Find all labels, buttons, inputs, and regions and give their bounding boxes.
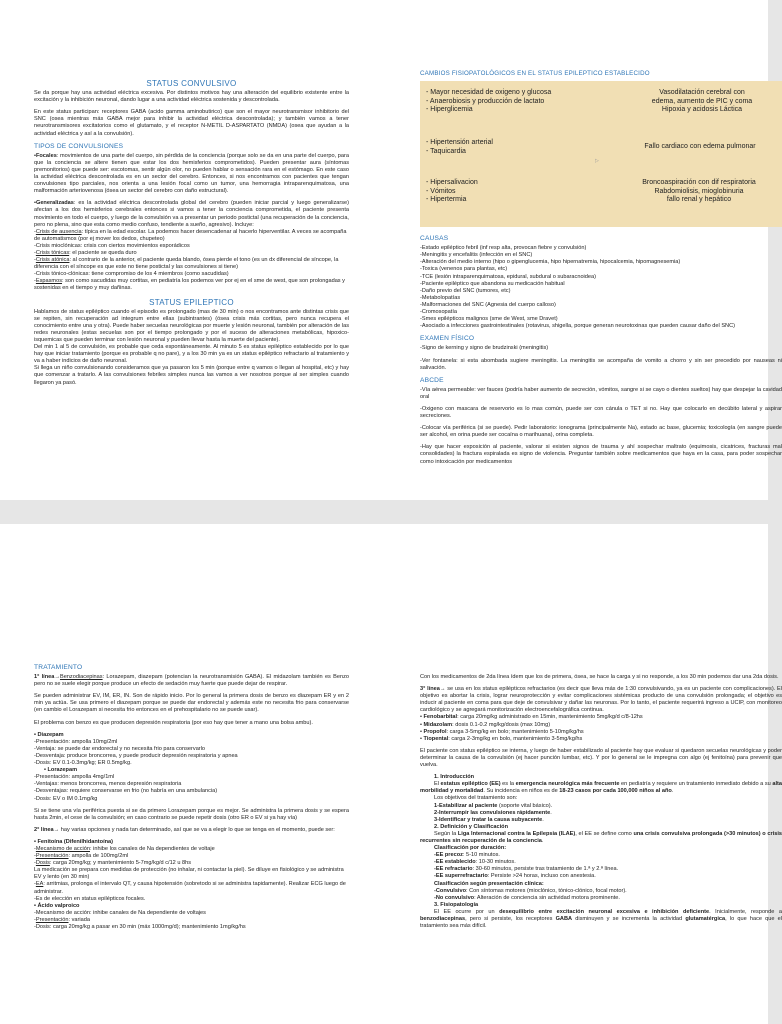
paragraph: -Ver fontanela: si esta abombada sugiere meningitis. La meningitis se acompaña de vomito a chorro y sin ser precedido por nauseas ni salivación. <box>420 357 782 371</box>
presentacion-list <box>434 888 782 902</box>
diagram-right-group-1: Vasodilatación cerebral con edema, aumento de PIC y coma Hipoxia y acidosis Láctica <box>651 89 753 113</box>
paragraph: -Colocar vía periférica (si se puede). Pedir laboratorio: ionograma (principalmente Na), estado ac base, glucemia; toxicología (en sangre puede ser alcohol, en orina puede ser cocaína o marihuana), orina completa. <box>420 425 782 439</box>
cambios-heading: CAMBIOS FISIOPATOLÓGICOS EN EL STATUS EPILEPTICO ESTABLECIDO <box>420 70 650 77</box>
list-item: -Mecanismo de acción: inhibe los canales de Na dependientes de voltaje <box>34 845 215 852</box>
definicion-heading: 2. Definición y Clasificación <box>434 823 508 830</box>
paragraph: Si se tiene una vía periférica puesta si se da primero Lorazepam porque es mejor. Se administra la primera dosis y se espera hasta 2min, el cese de la convulsión; en caso contrario se puede repetir dosis (otro ER o EV si ya hay vía) <box>34 807 349 821</box>
paragraph: -Vía aérea permeable: ver fauces (podría haber aumento de secreción, vómitos, sangre si se cayo o dientes sueltos) hay que despejar la cavidad oral <box>420 386 782 400</box>
list-item: -Malformaciones del SNC (Agnesia del cuerpo calloso) <box>420 301 556 308</box>
paragraph: En este status participan: receptores GABA (acido gamma aminobutirico) que son el mayor neurotransmisor inhibitorio del SNC (osea mientras más GABA mejor para inhibir la actividad eléctrica descontrolada); y también vamos a tener neurotransmisores excitatorios como el glutamato, y el receptor N-METIL D-ASPARTATO (NMDA) (osea que ayudan a la actividad eléctrica y así a la convulsión). <box>34 109 349 137</box>
primera-linea: 1° línea→Benzodiacepinas: Lorazepam, diazepam (potencian la neurotransmisión GABA). El midazolam también es Benzo pero no se suele elegir porque produce un efecto de sedación muy fuerte que puede dejar de respirar. <box>34 674 349 688</box>
objetivos-list <box>434 803 782 824</box>
causas-heading: CAUSAS <box>420 235 449 243</box>
list-item: 2-Interrumpir las convulsiones rápidamente. <box>434 809 552 816</box>
subtype-list <box>34 229 349 293</box>
tercera-linea: 3° línea→ se usa en los status epilépticos refractarios (es decir que lleva más de 1:30 convulsivando, ya es un paciente con complicaciones). El objetivo es abortar la crisis, lograr neuroprotección y evitar complicaciones sistémicas producto de una convulsión prolongada; el objetivo es inducir al paciente en coma para que deje de convulsivar y dañar las neuronas. Por lo tanto, el paciente requerirá ingreso a UCIP, con monitoreo cardiológico y se agregará monitorización electroencefalográfica continua. <box>420 686 782 714</box>
paragraph: El estatus epiléptico (EE) es la emergencia neurológica más frecuente en pediatría y requiere un tratamiento inmediato debido a su alta morbilidad y mortalidad. Su incidencia en niños es de 18-23 casos por cada 100,000 niños al año. <box>420 781 782 795</box>
list-item: -Toxica (venenos para plantas, etc) <box>420 266 508 273</box>
objetivos-line: Los objetivos del tratamiento son: <box>434 795 518 802</box>
lorazepam-list <box>34 774 349 802</box>
list-item: -Alteración del medio interno (hipo o gipenglucemia, hipo hipernatremia, hipocalcemia, hipomagnesemia) <box>420 259 681 266</box>
diagram-left-group-1: - Mayor necesidad de oxigeno y glucosa - Anaerobiosis y producción de lactato - Hiperglicemia <box>426 89 552 113</box>
list-item: -Paciente epiléptico que abandona su medicación habitual <box>420 280 565 287</box>
list-item: -EE superrefractario: Persiste >24 horas, incluso con anestesia. <box>434 873 596 880</box>
list-item: -Metabolopatías <box>420 294 461 301</box>
list-item: -Crisis atónica: al contrario de la anterior, el paciente queda blando, ósea pierde el tono (es un dx diferencial de síncope, la diferencia con el síncope es que este no tiene postictal y las convulsiones si tiene) <box>34 257 339 271</box>
list-item: La medicación se prepara con medidas de protección (no inhalar, ni contactar la piel). Se diluye en fisiológico y se administra EV y lento (en 30 min) <box>34 867 344 881</box>
tercera-linea-drugs <box>420 714 782 742</box>
document-page-2 <box>0 524 782 1024</box>
list-item: -Desventajas: requiere conservarse en frio (no habría en una ambulancia) <box>34 788 218 795</box>
examen-heading: EXAMEN FÍSICO <box>420 335 475 343</box>
list-item: 1-Estabilizar al paciente (soporte vital básico). <box>434 802 553 809</box>
list-item: -Cromosopatía <box>420 309 457 316</box>
list-item: -Espasmos: son como sacudidas muy cortitas, en pediatría los podemos ver por ej en el sme de west, que son prolongadas y sostenidas en el tiempo y muy dañinas. <box>34 278 345 292</box>
valproico-list <box>34 910 349 931</box>
list-item: -TCE (lesión intraparenquimatosa, epidural, subdural o subaracnoidea) <box>420 273 596 280</box>
list-item: -Presentación: ampolla 4mg/1ml <box>34 774 115 781</box>
list-item: -Asociado a infecciones gastrointestinales (rotavirus, shigella, porque generan neurotoxinas que pueden causar daño del SNC) <box>420 323 735 330</box>
status-convulsivo-title: STATUS CONVULSIVO <box>146 79 237 88</box>
list-item: -Smes epilépticos malignos (sme de West, sme Dravet) <box>420 316 558 323</box>
bullet-focales: •Focales: movimientos de una parte del cuerpo, sin pérdida de la conciencia (porque solo se da en una parte del cuerpo, para que la conciencia se altere tienen que estar los dos hemisferios comprometidos). Pueden presentar aura (síntomas premonitorios) que puede ser: escotomas, sentir algún olor, no pueden hablar o sensación rara en el estómago. En este caso la actividad eléctrica descontrolada es en un sector del cerebro. Entonces, si nos encontramos con pacientes que tengan convulsiones tipo parciales, nos orienta a una lesión focal como un tumor, una hemorragia intraparenquimatosa, una malformación arteriovenosa (ósea un sector del cerebro con daño estructural). <box>34 152 349 195</box>
list-item: -Mecanismo de acción: inhibe canales de Na dependiente de voltajes <box>34 909 206 916</box>
presentacion-heading: Clasificación según presentación clínica: <box>434 880 544 887</box>
list-item: -EA: arritmias, prolonga el intervalo QT, y causa hipotensión (sobretodo si se administra tapidamente). Realizar ECG luego de administrar. <box>34 881 346 895</box>
list-item: • Fenobarbital: carga 20mg/kg administrado en 15min, mantenimiento 5mg/kg/d c/8-12hs <box>420 714 643 721</box>
list-item: -EE refractario: 30-60 minutos, persiste tras tratamiento de 1.ª y 2.ª línea. <box>434 866 619 873</box>
list-item: -Meningitis y encefalitis (infección en el SNC) <box>420 252 533 259</box>
right-column <box>420 70 782 471</box>
segunda-linea: 2° línea→ hay varias opciones y nada tan determinado, así que se va a elegir lo que se tenga en el momento, puede ser: <box>34 826 335 833</box>
list-item: -Crisis mioclónicas: crisis con ciertos movimientos esporádicos <box>34 242 190 249</box>
diagram-left-group-2: - Hipertensión arterial - Taquicardia <box>426 139 493 155</box>
paragraph: Con los medicamentos de 2da línea ídem que los de primera, ósea, se hace la carga y si no responde, a los 30 min podemos dar una 2da dosis. <box>420 674 779 680</box>
list-item: -Dosis: EV 0.1-0.3mg/kg; ER 0.5mg/kg. <box>34 760 132 767</box>
diagram-right-group-2: Fallo cardiaco con edema pulmonar <box>644 143 756 151</box>
paragraph: Si llega un niño convulsionando consideramos que ya pasaron los 5 min (porque entre q vamos o llegan al hospital, etc) y hay que comenzar a tratarlo. A las convulsiones febriles simples nunca las vamos a ver nosotros porque al ser simples cuando llegaron ya pasó. <box>34 365 349 386</box>
list-item: -Ventaja: se puede dar endorectal y no necesita frio para conservarlo <box>34 745 206 752</box>
introduccion-heading: 1. Introducción <box>434 774 475 781</box>
paragraph: -Oxigeno con mascara de reservorio es lo mas común, puede ser con cánula o TET si no. Hay que colocarlo en decúbito lateral y aspirar secreciones. <box>420 405 782 420</box>
cursor-mark: ▷ <box>595 158 599 165</box>
fenitoina-list <box>34 846 349 903</box>
paragraph: Según la Liga Internacional contra la Epilepsia (ILAE), el EE se define como una crisis convulsiva prolongada (>30 minutos) o crisis recurrentes sin recuperación de la conciencia. <box>420 830 782 844</box>
left-column <box>34 80 349 392</box>
tratamiento-heading: TRATAMIENTO <box>34 664 83 671</box>
fisiopatologia-heading: 3. Fisiopatología <box>434 901 479 908</box>
paragraph: Se pueden administrar EV, IM, ER, IN. Son de rápido inicio. Por lo general la primera dosis de benzo es diazepam ER y en 2 min ya actúa. Se usa primero el diazepam porque se puede dar endorectal y además este no necesita frio para conservarse (en cambio el Lorazepam si necesita frio entonces en el prehospitalario no se puede usar). <box>34 693 349 714</box>
list-item: -Crisis tónicas: el paciente se queda duro <box>34 249 137 256</box>
causas-list <box>420 245 782 330</box>
fenitoina-heading: • Fenitoína (Difenilhidantoína) <box>34 838 114 845</box>
list-item: • Tiopental: carga 2-3mg/kg en bolo, mantenimiento 3-5mg/kg/hs <box>420 735 583 742</box>
list-item: -EE establecido: 10-30 minutos. <box>434 859 516 866</box>
valproico-heading: • Ácido valproico <box>34 902 80 909</box>
duracion-heading: Clasificación por duración: <box>434 845 507 852</box>
document-page-1 <box>0 0 782 500</box>
list-item: -Presentación: ampolla de 100mg/2ml <box>34 853 129 860</box>
list-item: -Es de elección en status epilépticos focales. <box>34 895 146 902</box>
list-item: -Ventajas: menos broncorrea, menos depresión respiratoria <box>34 781 182 788</box>
tipos-heading: TIPOS DE CONVULSIONES <box>34 142 124 150</box>
list-item: -Desventaja: produce broncorrea, y puede producir depresión respiratoria y apnea <box>34 752 238 759</box>
list-item: • Propofol: carga 3-5mg/kg en bolo; mantenimiento 5-10mg/kg/hs <box>420 728 584 735</box>
duracion-list <box>434 852 782 880</box>
list-item: -Dosis: carga 20mg/kg a pasar en 30 min (máx 1000mg/d); mantenimiento 1mg/kg/hs <box>34 924 246 930</box>
paragraph: Hablamos de status epiléptico cuando el episodio es prolongado (mas de 30 min) o nos encontramos ante distintas crisis que se repiten, sin recuperación ad integrum entre ellas (subintrantes) (ósea crisis más cortitas, pero nunca recupera el conocimiento entre una y otra). Puede haber secuelas neurológicas por muerte y lesión neuronal, también por alteración de las redes neuronales (estas secuelas son por el tiempo prolongado y por el suceso de alteraciones metabólicas, hipoxico-isquemicas que pueden terminar con lesión neuronal y pueden llevar hasta la muerte del paciente). <box>34 308 349 343</box>
list-item: -Presentación: ampolla 10mg/2ml <box>34 738 118 745</box>
list-item: -Convulsivo: Con síntomas motores (mioclónico, tónico-clónico, focal motor). <box>434 887 627 894</box>
paragraph: El problema con benzo es que producen depresión respiratoria (por eso hay que tener a mano una bolsa ambu). <box>34 719 313 726</box>
paragraph: El EE ocurre por un desequilibrio entre excitación neuronal excesiva e inhibición deficiente. Inicialmente, responde a benzodiacepinas, pero si persiste, los receptores GABA disminuyen y se incrementa la actividad glutamatérgica, lo que hace que el tratamiento sea más difícil. <box>420 908 782 930</box>
right-column <box>420 674 782 935</box>
list-item: • Midazolam: dosis 0.1-0.2 mg/kg/dosis (max 10mg) <box>420 721 551 728</box>
paragraph: El paciente con status epiléptico se interna, y luego de haber estabilizado al paciente hay que evaluar si quedaron secuelas neurológicas y poder determinar la causa de la convulsión (ej hacer punción lumbar, etc). Y por lo general se le impregna con algo (ej fenitoína) para prevenir que vuelva. <box>420 747 782 769</box>
bullet-generalizadas: •Generalizadas: es la actividad eléctrica descontrolada global del cerebro (pueden iniciar parcial y luego generalizarse) afectan a los dos hemisferios cerebrales entonces si vamos a tener la conciencia comprometida, el paciente presenta movimiento en todo el cuerpo, y luego de la convulsión va a presentar un periodo postictal (una recuperación de la conciencia, pero no plena, sino que esta como medio confuso, tendiente a sueño, agresivo). Incluye: <box>34 200 349 228</box>
list-item: -Presentación: variada <box>34 916 90 923</box>
list-item: -Estado epiléptico febril (inf resp alta, provocan fiebre y convulsión) <box>420 245 587 252</box>
lorazepam-heading: • Lorazepam <box>44 767 78 774</box>
paragraph: -Signo de kerning y signo de brudzinski (meningitis) <box>420 345 549 352</box>
list-item: -Crisis tónico-clónicas: tiene compromiso de los 4 miembros (como sacudidas) <box>34 271 229 278</box>
diagram-right-group-3: Broncoaspiración con dif respiratoria Rabdomiolisis, mioglobinuria fallo renal y hepático <box>642 179 756 203</box>
list-item: -Dosis: carga 20mg/kg; y mantenimiento 5-7mg/kg/d c/12 u 8hs <box>34 860 192 867</box>
fisiopatologia-diagram <box>420 81 782 227</box>
list-item: -EE precoz: 5-10 minutos. <box>434 852 500 859</box>
diazepam-heading: • Diazepam <box>34 731 64 738</box>
diagram-left-group-3: - Hipersalivacion - Vómitos - Hipertermia <box>426 179 478 203</box>
list-item: 3-Identificar y tratar la causa subyacente. <box>434 816 544 823</box>
paragraph: Del min 1 al 5 de convulsión, es probable que ceda espontáneamente. Al minuto 5 es status epiléptico establecido por lo que hay que iniciar tratamiento (porque es probable q no pare), y a los 30 min ya es un status epiléptico refractario al tratamiento y va a haber indicios de daño neuronal. <box>34 344 349 365</box>
status-epileptico-title: STATUS EPILEPTICO <box>149 297 234 307</box>
list-item: -Daño previo del SNC (tumores, etc) <box>420 287 511 294</box>
paragraph: Se da porque hay una actividad eléctrica excesiva. Por distintos motivos hay una alteración del equilibrio existente entre la excitación y la inhibición neuronal, dando lugar a una actividad eléctrica sostenida y descontrolada. <box>34 90 349 104</box>
paragraph: -Hay que hacer exposición al paciente, valorar si existen signos de trauma y ahí sospechar maltrato (equimosis, cicatrices, fracturas mal consolidades) la fractura espiralada es signo de violencia. Preguntar también sobre medicamentos que haya en la casa, para poder sospechar como intoxicación por medicamentos <box>420 444 782 465</box>
list-item: -Dosis: EV o IM 0.1mg/kg <box>34 795 98 802</box>
diazepam-list <box>34 739 349 767</box>
abcde-heading: ABCDE <box>420 376 444 384</box>
left-column <box>34 664 349 931</box>
list-item: -Crisis de ausencia: típica en la edad escolar. La podemos hacer desencadenar al hacerlo hiperventilar. A veces se acompaña de automatismos (por ej mover los dedos, chupeteo) <box>34 228 347 242</box>
list-item: -No convulsivo: Alteración de conciencia sin actividad motora prominente. <box>434 894 620 901</box>
